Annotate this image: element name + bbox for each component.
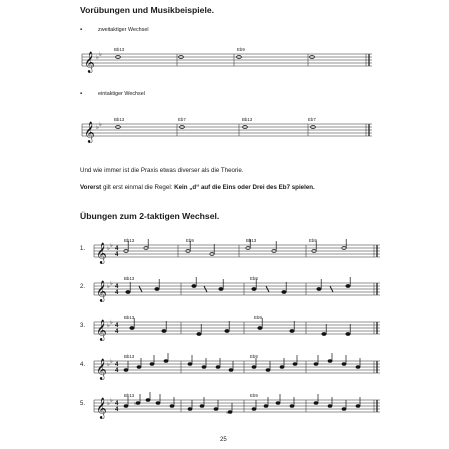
bullet-icon: ▪ [80, 91, 83, 97]
svg-text:♭: ♭ [107, 284, 110, 290]
svg-text:4: 4 [115, 407, 119, 413]
svg-text:4: 4 [115, 252, 119, 258]
chord-label: Bb13 [124, 393, 135, 398]
example-staff-2 [82, 114, 372, 144]
chord-label: Bb13 [124, 276, 135, 281]
chord-label: Eb9 [309, 238, 317, 243]
svg-text:𝄞: 𝄞 [96, 398, 107, 419]
chord-label: Eb9 [250, 393, 258, 398]
example-label: zweitaktiger Wechsel [98, 27, 149, 33]
svg-text:4: 4 [115, 290, 119, 296]
svg-text:♭: ♭ [110, 243, 113, 249]
svg-text:♭: ♭ [99, 122, 102, 128]
exercise-number: 2. [80, 284, 86, 290]
exercise-staff-5 [94, 390, 380, 422]
chord-label: Bb13 [114, 47, 125, 52]
page-number: 25 [220, 437, 227, 443]
svg-text:♭: ♭ [226, 410, 229, 416]
svg-text:𝄞: 𝄞 [96, 320, 107, 341]
svg-text:4: 4 [115, 362, 119, 368]
svg-text:♭: ♭ [134, 401, 137, 407]
chord-label: Eb7 [178, 117, 186, 122]
svg-text:𝄞: 𝄞 [84, 122, 95, 143]
chord-label: Eb9 [254, 315, 262, 320]
svg-text:𝄞: 𝄞 [96, 243, 107, 264]
heading-ubungen: Übungen zum 2-taktigen Wechsel. [80, 211, 220, 221]
svg-text:𝄞: 𝄞 [96, 281, 107, 302]
svg-text:♭: ♭ [96, 55, 99, 61]
svg-text:♭: ♭ [107, 401, 110, 407]
chord-label: Bb13 [114, 117, 125, 122]
svg-text:4: 4 [115, 323, 119, 329]
svg-text:♭: ♭ [110, 320, 113, 326]
svg-text:♭: ♭ [107, 323, 110, 329]
paragraph-lead: Vorerst [80, 184, 102, 191]
chord-label: Eb9 [237, 47, 245, 52]
chord-label: Bb13 [124, 315, 135, 320]
exercise-number: 4. [80, 362, 86, 368]
svg-text:𝄞: 𝄞 [96, 359, 107, 380]
svg-text:♭: ♭ [99, 52, 102, 58]
treble-clef-icon: 𝄞 [84, 52, 95, 73]
exercise-staff-1 [94, 235, 380, 267]
exercise-number: 3. [80, 323, 86, 329]
exercise-staff-2 [94, 273, 380, 305]
svg-text:♭: ♭ [107, 362, 110, 368]
chord-label: Bb13 [246, 238, 257, 243]
example-staff-1 [82, 44, 372, 74]
svg-text:♭: ♭ [110, 281, 113, 287]
svg-text:4: 4 [115, 368, 119, 374]
paragraph-praxis: Und wie immer ist die Praxis etwas diverser als die Theorie. [80, 167, 244, 174]
svg-text:4: 4 [115, 246, 119, 252]
svg-text:4: 4 [115, 401, 119, 407]
chord-label: Bb13 [124, 238, 135, 243]
exercise-staff-4 [94, 351, 380, 383]
chord-label: Bb13 [124, 354, 135, 359]
chord-label: Bb13 [242, 117, 253, 122]
exercise-number: 5. [80, 401, 86, 407]
svg-text:♭: ♭ [110, 398, 113, 404]
paragraph-regel [80, 184, 315, 191]
bullet-icon: ▪ [80, 27, 83, 33]
svg-text:♭: ♭ [96, 125, 99, 131]
heading-vorubungen: Vorübungen und Musikbeispiele. [80, 5, 215, 15]
chord-label: Eb9 [186, 238, 194, 243]
svg-text:4: 4 [115, 284, 119, 290]
svg-text:4: 4 [115, 329, 119, 335]
exercise-number: 1. [80, 246, 86, 252]
chord-label: Eb7 [308, 117, 316, 122]
chord-label: Eb9 [250, 276, 258, 281]
exercise-staff-3 [94, 312, 380, 344]
svg-text:♭: ♭ [110, 359, 113, 365]
chord-label: Eb9 [250, 354, 258, 359]
svg-text:♭: ♭ [107, 246, 110, 252]
example-label: eintaktiger Wechsel [98, 91, 145, 97]
paragraph-emph: Kein „d“ auf die Eins oder Drei des Eb7 spielen. [174, 184, 315, 191]
paragraph-middle: gilt erst einmal die Regel: [101, 184, 175, 191]
